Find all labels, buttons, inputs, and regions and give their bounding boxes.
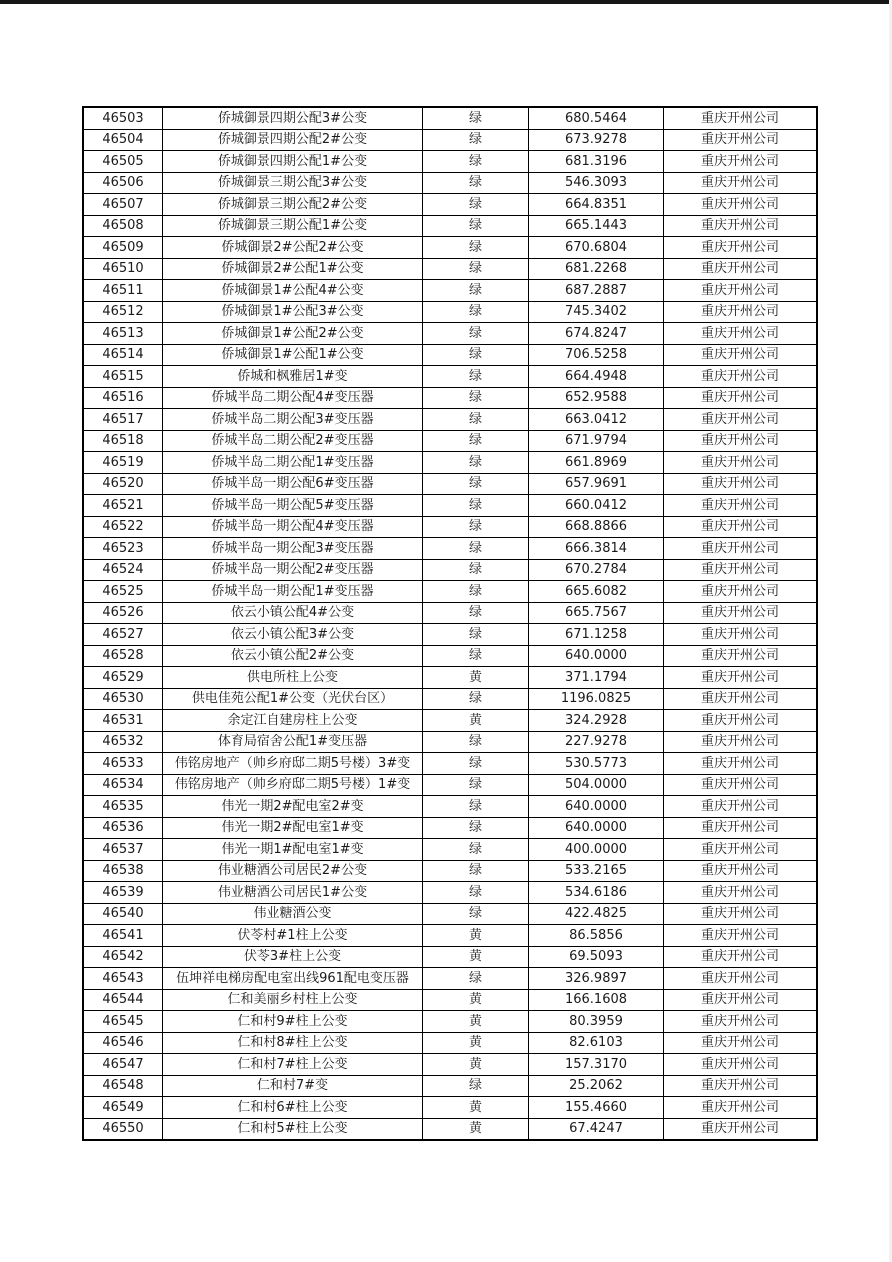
company-name-cell: 重庆开州公司 [664, 409, 818, 431]
row-id-cell: 46519 [83, 452, 163, 474]
company-name-cell: 重庆开州公司 [664, 538, 818, 560]
station-name-cell: 侨城御景2#公配1#公变 [163, 258, 423, 280]
row-id-cell: 46532 [83, 731, 163, 753]
row-id-cell: 46544 [83, 989, 163, 1011]
station-name-cell: 仁和村7#柱上公变 [163, 1054, 423, 1076]
company-name-cell: 重庆开州公司 [664, 323, 818, 345]
row-id-cell: 46512 [83, 301, 163, 323]
row-id-cell: 46514 [83, 344, 163, 366]
capacity-value-cell: 664.4948 [529, 366, 664, 388]
station-name-cell: 侨城御景1#公配2#公变 [163, 323, 423, 345]
status-color-cell: 绿 [423, 731, 529, 753]
capacity-value-cell: 371.1794 [529, 667, 664, 689]
table-row [83, 602, 817, 624]
capacity-value-cell: 546.3093 [529, 172, 664, 194]
station-name-cell: 侨城半岛二期公配1#变压器 [163, 452, 423, 474]
station-name-cell: 侨城半岛一期公配2#变压器 [163, 559, 423, 581]
station-name-cell: 侨城半岛一期公配5#变压器 [163, 495, 423, 517]
company-name-cell: 重庆开州公司 [664, 688, 818, 710]
status-color-cell: 黄 [423, 946, 529, 968]
station-name-cell: 依云小镇公配2#公变 [163, 645, 423, 667]
row-id-cell: 46503 [83, 107, 163, 129]
station-name-cell: 伏苓3#柱上公变 [163, 946, 423, 968]
capacity-value-cell: 25.2062 [529, 1075, 664, 1097]
company-name-cell: 重庆开州公司 [664, 107, 818, 129]
status-color-cell: 绿 [423, 495, 529, 517]
status-color-cell: 绿 [423, 860, 529, 882]
status-color-cell: 绿 [423, 796, 529, 818]
company-name-cell: 重庆开州公司 [664, 387, 818, 409]
status-color-cell: 黄 [423, 925, 529, 947]
status-color-cell: 绿 [423, 538, 529, 560]
row-id-cell: 46528 [83, 645, 163, 667]
capacity-value-cell: 534.6186 [529, 882, 664, 904]
company-name-cell: 重庆开州公司 [664, 903, 818, 925]
status-color-cell: 绿 [423, 1075, 529, 1097]
station-name-cell: 伍坤祥电梯房配电室出线961配电变压器 [163, 968, 423, 990]
row-id-cell: 46520 [83, 473, 163, 495]
row-id-cell: 46533 [83, 753, 163, 775]
capacity-value-cell: 706.5258 [529, 344, 664, 366]
status-color-cell: 绿 [423, 409, 529, 431]
row-id-cell: 46538 [83, 860, 163, 882]
status-color-cell: 绿 [423, 452, 529, 474]
row-id-cell: 46504 [83, 129, 163, 151]
row-id-cell: 46522 [83, 516, 163, 538]
capacity-value-cell: 166.1608 [529, 989, 664, 1011]
row-id-cell: 46513 [83, 323, 163, 345]
company-name-cell: 重庆开州公司 [664, 710, 818, 732]
company-name-cell: 重庆开州公司 [664, 624, 818, 646]
station-name-cell: 仁和村6#柱上公变 [163, 1097, 423, 1119]
station-name-cell: 侨城御景四期公配1#公变 [163, 151, 423, 173]
capacity-value-cell: 665.1443 [529, 215, 664, 237]
status-color-cell: 黄 [423, 1118, 529, 1140]
capacity-value-cell: 687.2887 [529, 280, 664, 302]
company-name-cell: 重庆开州公司 [664, 430, 818, 452]
station-name-cell: 仁和村8#柱上公变 [163, 1032, 423, 1054]
table-row [83, 860, 817, 882]
status-color-cell: 绿 [423, 194, 529, 216]
station-name-cell: 侨城半岛一期公配1#变压器 [163, 581, 423, 603]
row-id-cell: 46508 [83, 215, 163, 237]
capacity-value-cell: 670.2784 [529, 559, 664, 581]
station-name-cell: 仁和村9#柱上公变 [163, 1011, 423, 1033]
status-color-cell: 绿 [423, 172, 529, 194]
status-color-cell: 绿 [423, 839, 529, 861]
transformer-data-table [82, 106, 818, 1141]
status-color-cell: 绿 [423, 129, 529, 151]
row-id-cell: 46518 [83, 430, 163, 452]
row-id-cell: 46524 [83, 559, 163, 581]
table-row [83, 430, 817, 452]
table-row [83, 731, 817, 753]
table-row [83, 538, 817, 560]
row-id-cell: 46530 [83, 688, 163, 710]
status-color-cell: 黄 [423, 1032, 529, 1054]
capacity-value-cell: 681.2268 [529, 258, 664, 280]
row-id-cell: 46548 [83, 1075, 163, 1097]
company-name-cell: 重庆开州公司 [664, 516, 818, 538]
capacity-value-cell: 86.5856 [529, 925, 664, 947]
table-row [83, 667, 817, 689]
status-color-cell: 绿 [423, 151, 529, 173]
capacity-value-cell: 665.7567 [529, 602, 664, 624]
table-row [83, 452, 817, 474]
capacity-value-cell: 155.4660 [529, 1097, 664, 1119]
status-color-cell: 绿 [423, 753, 529, 775]
station-name-cell: 侨城御景2#公配2#公变 [163, 237, 423, 259]
station-name-cell: 仁和村7#变 [163, 1075, 423, 1097]
table-row [83, 473, 817, 495]
status-color-cell: 绿 [423, 473, 529, 495]
company-name-cell: 重庆开州公司 [664, 215, 818, 237]
station-name-cell: 侨城半岛二期公配3#变压器 [163, 409, 423, 431]
capacity-value-cell: 652.9588 [529, 387, 664, 409]
station-name-cell: 侨城御景三期公配2#公变 [163, 194, 423, 216]
company-name-cell: 重庆开州公司 [664, 129, 818, 151]
capacity-value-cell: 680.5464 [529, 107, 664, 129]
company-name-cell: 重庆开州公司 [664, 581, 818, 603]
capacity-value-cell: 681.3196 [529, 151, 664, 173]
table-row [83, 817, 817, 839]
station-name-cell: 侨城半岛一期公配6#变压器 [163, 473, 423, 495]
table-row [83, 925, 817, 947]
table-row [83, 1118, 817, 1140]
station-name-cell: 侨城御景三期公配1#公变 [163, 215, 423, 237]
status-color-cell: 绿 [423, 882, 529, 904]
row-id-cell: 46549 [83, 1097, 163, 1119]
capacity-value-cell: 326.9897 [529, 968, 664, 990]
company-name-cell: 重庆开州公司 [664, 753, 818, 775]
station-name-cell: 侨城半岛二期公配4#变压器 [163, 387, 423, 409]
capacity-value-cell: 668.8866 [529, 516, 664, 538]
table-row [83, 774, 817, 796]
row-id-cell: 46541 [83, 925, 163, 947]
row-id-cell: 46526 [83, 602, 163, 624]
table-row [83, 495, 817, 517]
row-id-cell: 46550 [83, 1118, 163, 1140]
company-name-cell: 重庆开州公司 [664, 172, 818, 194]
company-name-cell: 重庆开州公司 [664, 1032, 818, 1054]
row-id-cell: 46523 [83, 538, 163, 560]
table-row [83, 194, 817, 216]
row-id-cell: 46547 [83, 1054, 163, 1076]
capacity-value-cell: 671.1258 [529, 624, 664, 646]
company-name-cell: 重庆开州公司 [664, 667, 818, 689]
status-color-cell: 绿 [423, 581, 529, 603]
capacity-value-cell: 640.0000 [529, 817, 664, 839]
table-row [83, 968, 817, 990]
capacity-value-cell: 666.3814 [529, 538, 664, 560]
row-id-cell: 46546 [83, 1032, 163, 1054]
table-row [83, 839, 817, 861]
row-id-cell: 46545 [83, 1011, 163, 1033]
table-row [83, 301, 817, 323]
status-color-cell: 绿 [423, 516, 529, 538]
company-name-cell: 重庆开州公司 [664, 946, 818, 968]
station-name-cell: 伟铭房地产（帅乡府邸二期5号楼）3#变 [163, 753, 423, 775]
table-row [83, 1075, 817, 1097]
station-name-cell: 伟光一期1#配电室1#变 [163, 839, 423, 861]
table-row [83, 989, 817, 1011]
row-id-cell: 46525 [83, 581, 163, 603]
company-name-cell: 重庆开州公司 [664, 645, 818, 667]
company-name-cell: 重庆开州公司 [664, 194, 818, 216]
row-id-cell: 46529 [83, 667, 163, 689]
status-color-cell: 黄 [423, 667, 529, 689]
table-row [83, 409, 817, 431]
table-row [83, 796, 817, 818]
station-name-cell: 侨城半岛一期公配3#变压器 [163, 538, 423, 560]
company-name-cell: 重庆开州公司 [664, 1054, 818, 1076]
table-row [83, 258, 817, 280]
row-id-cell: 46542 [83, 946, 163, 968]
status-color-cell: 绿 [423, 688, 529, 710]
capacity-value-cell: 660.0412 [529, 495, 664, 517]
row-id-cell: 46539 [83, 882, 163, 904]
capacity-value-cell: 664.8351 [529, 194, 664, 216]
table-row [83, 946, 817, 968]
status-color-cell: 绿 [423, 624, 529, 646]
capacity-value-cell: 504.0000 [529, 774, 664, 796]
row-id-cell: 46527 [83, 624, 163, 646]
company-name-cell: 重庆开州公司 [664, 344, 818, 366]
table-row [83, 1032, 817, 1054]
station-name-cell: 伟业糖酒公司居民1#公变 [163, 882, 423, 904]
table-row [83, 581, 817, 603]
table-body [83, 107, 817, 1140]
table-row [83, 516, 817, 538]
station-name-cell: 伟铭房地产（帅乡府邸二期5号楼）1#变 [163, 774, 423, 796]
table-row [83, 903, 817, 925]
table-row [83, 1054, 817, 1076]
status-color-cell: 绿 [423, 107, 529, 129]
row-id-cell: 46511 [83, 280, 163, 302]
capacity-value-cell: 671.9794 [529, 430, 664, 452]
status-color-cell: 绿 [423, 968, 529, 990]
capacity-value-cell: 657.9691 [529, 473, 664, 495]
station-name-cell: 伟光一期2#配电室2#变 [163, 796, 423, 818]
capacity-value-cell: 80.3959 [529, 1011, 664, 1033]
station-name-cell: 侨城御景四期公配2#公变 [163, 129, 423, 151]
row-id-cell: 46505 [83, 151, 163, 173]
capacity-value-cell: 400.0000 [529, 839, 664, 861]
capacity-value-cell: 533.2165 [529, 860, 664, 882]
table-row [83, 151, 817, 173]
capacity-value-cell: 673.9278 [529, 129, 664, 151]
station-name-cell: 伟业糖酒公变 [163, 903, 423, 925]
row-id-cell: 46531 [83, 710, 163, 732]
table-row [83, 129, 817, 151]
station-name-cell: 侨城御景四期公配3#公变 [163, 107, 423, 129]
status-color-cell: 绿 [423, 280, 529, 302]
company-name-cell: 重庆开州公司 [664, 237, 818, 259]
status-color-cell: 绿 [423, 301, 529, 323]
capacity-value-cell: 530.5773 [529, 753, 664, 775]
capacity-value-cell: 663.0412 [529, 409, 664, 431]
row-id-cell: 46534 [83, 774, 163, 796]
window-top-edge [0, 0, 892, 4]
table-row [83, 344, 817, 366]
table-row [83, 387, 817, 409]
table-row [83, 559, 817, 581]
status-color-cell: 绿 [423, 903, 529, 925]
status-color-cell: 绿 [423, 215, 529, 237]
station-name-cell: 仁和村5#柱上公变 [163, 1118, 423, 1140]
capacity-value-cell: 661.8969 [529, 452, 664, 474]
table-row [83, 753, 817, 775]
status-color-cell: 黄 [423, 1054, 529, 1076]
capacity-value-cell: 674.8247 [529, 323, 664, 345]
table-row [83, 237, 817, 259]
status-color-cell: 绿 [423, 344, 529, 366]
status-color-cell: 绿 [423, 774, 529, 796]
station-name-cell: 侨城御景三期公配3#公变 [163, 172, 423, 194]
table-row [83, 172, 817, 194]
table-row [83, 1011, 817, 1033]
company-name-cell: 重庆开州公司 [664, 731, 818, 753]
table-row [83, 107, 817, 129]
company-name-cell: 重庆开州公司 [664, 1075, 818, 1097]
table-row [83, 323, 817, 345]
station-name-cell: 侨城御景1#公配4#公变 [163, 280, 423, 302]
capacity-value-cell: 1196.0825 [529, 688, 664, 710]
row-id-cell: 46516 [83, 387, 163, 409]
station-name-cell: 依云小镇公配3#公变 [163, 624, 423, 646]
status-color-cell: 黄 [423, 1097, 529, 1119]
table-row [83, 280, 817, 302]
row-id-cell: 46517 [83, 409, 163, 431]
company-name-cell: 重庆开州公司 [664, 882, 818, 904]
status-color-cell: 绿 [423, 323, 529, 345]
company-name-cell: 重庆开州公司 [664, 1118, 818, 1140]
company-name-cell: 重庆开州公司 [664, 989, 818, 1011]
capacity-value-cell: 227.9278 [529, 731, 664, 753]
capacity-value-cell: 640.0000 [529, 645, 664, 667]
status-color-cell: 绿 [423, 559, 529, 581]
status-color-cell: 绿 [423, 387, 529, 409]
station-name-cell: 侨城御景1#公配1#公变 [163, 344, 423, 366]
company-name-cell: 重庆开州公司 [664, 151, 818, 173]
station-name-cell: 余定江自建房柱上公变 [163, 710, 423, 732]
capacity-value-cell: 640.0000 [529, 796, 664, 818]
capacity-value-cell: 82.6103 [529, 1032, 664, 1054]
company-name-cell: 重庆开州公司 [664, 1097, 818, 1119]
row-id-cell: 46510 [83, 258, 163, 280]
status-color-cell: 绿 [423, 237, 529, 259]
station-name-cell: 侨城御景1#公配3#公变 [163, 301, 423, 323]
station-name-cell: 依云小镇公配4#公变 [163, 602, 423, 624]
row-id-cell: 46521 [83, 495, 163, 517]
station-name-cell: 侨城半岛二期公配2#变压器 [163, 430, 423, 452]
station-name-cell: 侨城半岛一期公配4#变压器 [163, 516, 423, 538]
table-row [83, 624, 817, 646]
station-name-cell: 仁和美丽乡村柱上公变 [163, 989, 423, 1011]
capacity-value-cell: 665.6082 [529, 581, 664, 603]
row-id-cell: 46507 [83, 194, 163, 216]
table-row [83, 1097, 817, 1119]
row-id-cell: 46537 [83, 839, 163, 861]
table-row [83, 645, 817, 667]
station-name-cell: 伏苓村#1柱上公变 [163, 925, 423, 947]
company-name-cell: 重庆开州公司 [664, 452, 818, 474]
capacity-value-cell: 69.5093 [529, 946, 664, 968]
station-name-cell: 伟业糖酒公司居民2#公变 [163, 860, 423, 882]
company-name-cell: 重庆开州公司 [664, 258, 818, 280]
status-color-cell: 绿 [423, 645, 529, 667]
station-name-cell: 供电佳苑公配1#公变（光伏台区） [163, 688, 423, 710]
status-color-cell: 绿 [423, 258, 529, 280]
row-id-cell: 46536 [83, 817, 163, 839]
row-id-cell: 46543 [83, 968, 163, 990]
row-id-cell: 46515 [83, 366, 163, 388]
row-id-cell: 46540 [83, 903, 163, 925]
status-color-cell: 绿 [423, 817, 529, 839]
company-name-cell: 重庆开州公司 [664, 925, 818, 947]
company-name-cell: 重庆开州公司 [664, 817, 818, 839]
company-name-cell: 重庆开州公司 [664, 602, 818, 624]
row-id-cell: 46509 [83, 237, 163, 259]
row-id-cell: 46535 [83, 796, 163, 818]
company-name-cell: 重庆开州公司 [664, 839, 818, 861]
company-name-cell: 重庆开州公司 [664, 366, 818, 388]
table-row [83, 882, 817, 904]
status-color-cell: 绿 [423, 602, 529, 624]
table-row [83, 710, 817, 732]
company-name-cell: 重庆开州公司 [664, 860, 818, 882]
capacity-value-cell: 324.2928 [529, 710, 664, 732]
company-name-cell: 重庆开州公司 [664, 774, 818, 796]
capacity-value-cell: 157.3170 [529, 1054, 664, 1076]
table-row [83, 215, 817, 237]
company-name-cell: 重庆开州公司 [664, 559, 818, 581]
status-color-cell: 黄 [423, 710, 529, 732]
capacity-value-cell: 670.6804 [529, 237, 664, 259]
company-name-cell: 重庆开州公司 [664, 495, 818, 517]
company-name-cell: 重庆开州公司 [664, 473, 818, 495]
table-row [83, 366, 817, 388]
row-id-cell: 46506 [83, 172, 163, 194]
company-name-cell: 重庆开州公司 [664, 1011, 818, 1033]
station-name-cell: 侨城和枫雅居1#变 [163, 366, 423, 388]
table-row [83, 688, 817, 710]
station-name-cell: 体育局宿舍公配1#变压器 [163, 731, 423, 753]
company-name-cell: 重庆开州公司 [664, 796, 818, 818]
company-name-cell: 重庆开州公司 [664, 280, 818, 302]
status-color-cell: 黄 [423, 1011, 529, 1033]
capacity-value-cell: 745.3402 [529, 301, 664, 323]
status-color-cell: 绿 [423, 366, 529, 388]
status-color-cell: 绿 [423, 430, 529, 452]
station-name-cell: 伟光一期2#配电室1#变 [163, 817, 423, 839]
company-name-cell: 重庆开州公司 [664, 968, 818, 990]
status-color-cell: 黄 [423, 989, 529, 1011]
capacity-value-cell: 422.4825 [529, 903, 664, 925]
station-name-cell: 供电所柱上公变 [163, 667, 423, 689]
capacity-value-cell: 67.4247 [529, 1118, 664, 1140]
company-name-cell: 重庆开州公司 [664, 301, 818, 323]
